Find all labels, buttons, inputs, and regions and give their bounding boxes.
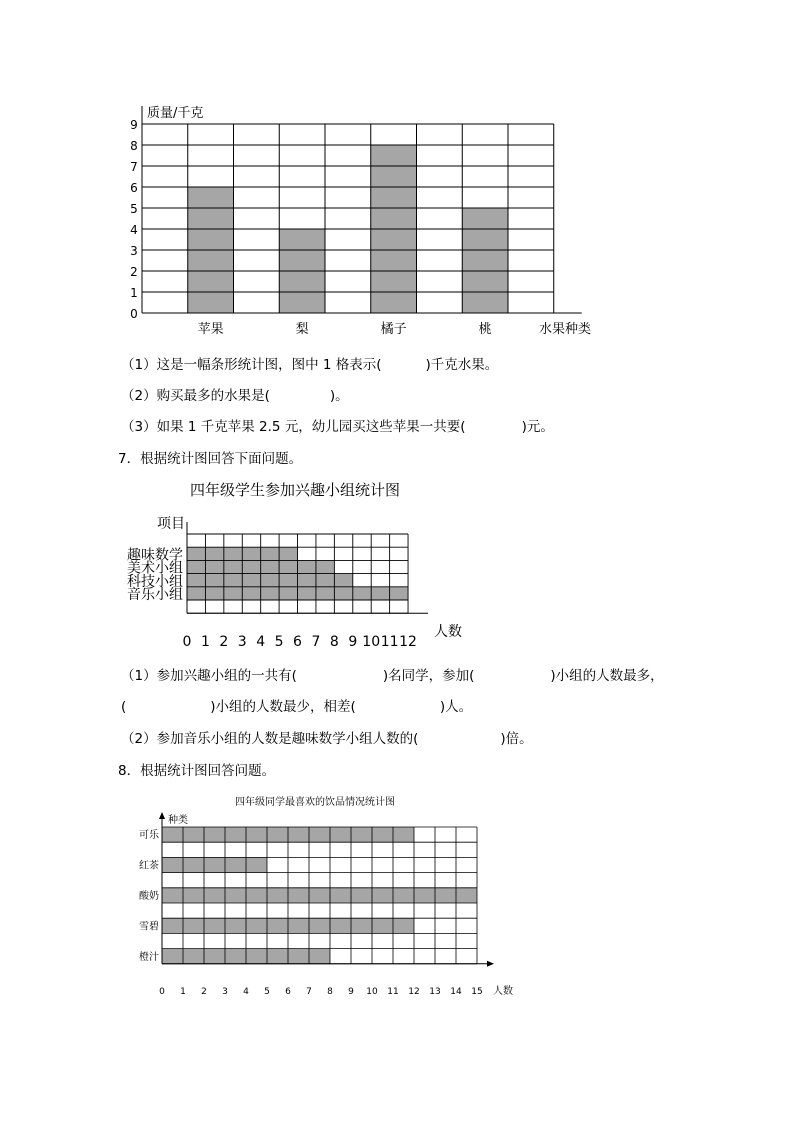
category-label: 雪碧 [139, 921, 159, 933]
x-tick-label: 9 [348, 987, 354, 997]
question-7-1-part-b: )名同学，参加( [382, 668, 475, 684]
question-6-1-part-b: )千克水果。 [425, 357, 499, 373]
x-tick-label: 5 [264, 987, 270, 997]
x-tick-label: 2 [201, 987, 207, 997]
category-label: 音乐小组 [127, 587, 183, 603]
question-6-3-part-b: )元。 [521, 419, 554, 435]
chart-title: 四年级同学最喜欢的饮品情况统计图 [235, 797, 395, 808]
x-tick-label: 8 [329, 634, 339, 650]
bar-2 [162, 857, 267, 872]
x-tick-label: 11 [387, 987, 399, 997]
y-tick-label: 3 [130, 244, 138, 258]
y-tick-label: 7 [130, 160, 138, 174]
x-tick-label: 3 [222, 987, 228, 997]
y-tick-label: 1 [130, 286, 138, 300]
category-label: 橘子 [380, 322, 407, 337]
chart-title: 四年级学生参加兴趣小组统计图 [189, 481, 401, 499]
question-7-1-part-a: （1）参加兴趣小组的一共有( [121, 668, 297, 684]
question-6-1-part-a: （1）这是一幅条形统计图，图中 1 格表示( [121, 357, 382, 373]
category-label: 可乐 [139, 830, 159, 842]
x-tick-label: 1 [180, 987, 186, 997]
question-6-3-part-a: （3）如果 1 千克苹果 2.5 元，幼儿园买这些苹果一共要( [121, 419, 466, 435]
y-tick-label: 5 [130, 202, 138, 216]
x-tick-label: 4 [243, 987, 249, 997]
category-label: 红茶 [139, 860, 159, 872]
x-axis-title: 水果种类 [538, 322, 592, 337]
x-tick-label: 3 [237, 634, 247, 650]
x-tick-label: 7 [306, 987, 312, 997]
x-tick-label: 6 [293, 634, 302, 650]
y-tick-label: 2 [130, 265, 138, 279]
y-axis-title: 质量/千克 [147, 106, 204, 121]
question-7-1-line2-part-b: )小组的人数最少，相差( [210, 699, 356, 715]
y-tick-label: 9 [130, 118, 138, 132]
category-label: 苹果 [197, 322, 224, 337]
question-7-1-line2-part-c: )人。 [439, 699, 473, 715]
x-axis-arrow [487, 961, 494, 967]
y-tick-label: 0 [130, 307, 138, 321]
y-axis-arrow [159, 812, 165, 819]
x-tick-label: 9 [348, 634, 358, 650]
x-tick-label: 10 [362, 634, 381, 650]
category-label: 科技小组 [127, 573, 183, 590]
y-axis-title: 种类 [168, 815, 188, 826]
y-tick-label: 4 [130, 223, 138, 237]
category-label: 美术小组 [127, 560, 183, 577]
y-axis-title: 项目 [157, 516, 185, 532]
question-6-2-part-a: （2）购买最多的水果是( [121, 388, 270, 404]
y-tick-label: 8 [130, 139, 138, 153]
category-label: 趣味数学 [127, 547, 183, 564]
y-tick-label: 6 [130, 181, 138, 195]
x-tick-label: 2 [219, 634, 229, 650]
x-tick-label: 12 [408, 987, 420, 997]
x-tick-label: 5 [274, 634, 284, 650]
category-label: 酸奶 [139, 891, 159, 902]
x-tick-label: 13 [429, 987, 441, 997]
question-8-title: 8．根据统计图回答问题。 [118, 763, 276, 779]
x-tick-label: 8 [327, 987, 333, 997]
category-label: 橙汁 [139, 951, 159, 963]
x-tick-label: 14 [450, 987, 462, 997]
question-7-2-part-a: （2）参加音乐小组的人数是趣味数学小组人数的( [121, 731, 419, 747]
x-axis-title: 人数 [493, 986, 513, 997]
x-axis-title: 人数 [434, 624, 462, 640]
x-tick-label: 6 [285, 987, 291, 997]
category-label: 梨 [295, 322, 309, 337]
question-6-2-part-b: )。 [329, 388, 349, 404]
bar-3 [162, 888, 477, 903]
x-tick-label: 10 [366, 987, 378, 997]
x-tick-label: 11 [380, 634, 399, 650]
question-7-title: 7．根据统计图回答下面问题。 [118, 451, 303, 467]
x-tick-label: 15 [471, 987, 483, 997]
x-tick-label: 0 [182, 634, 192, 650]
x-tick-label: 4 [256, 634, 266, 650]
question-7-1-line2-part-a: ( [121, 699, 127, 715]
question-7-1-part-c: )小组的人数最多， [550, 668, 664, 684]
category-label: 桃 [478, 322, 492, 337]
question-7-2-part-b: )倍。 [500, 731, 533, 747]
x-tick-label: 12 [399, 634, 417, 650]
x-tick-label: 7 [311, 634, 321, 650]
x-tick-label: 0 [159, 987, 165, 997]
x-tick-label: 1 [200, 634, 210, 650]
